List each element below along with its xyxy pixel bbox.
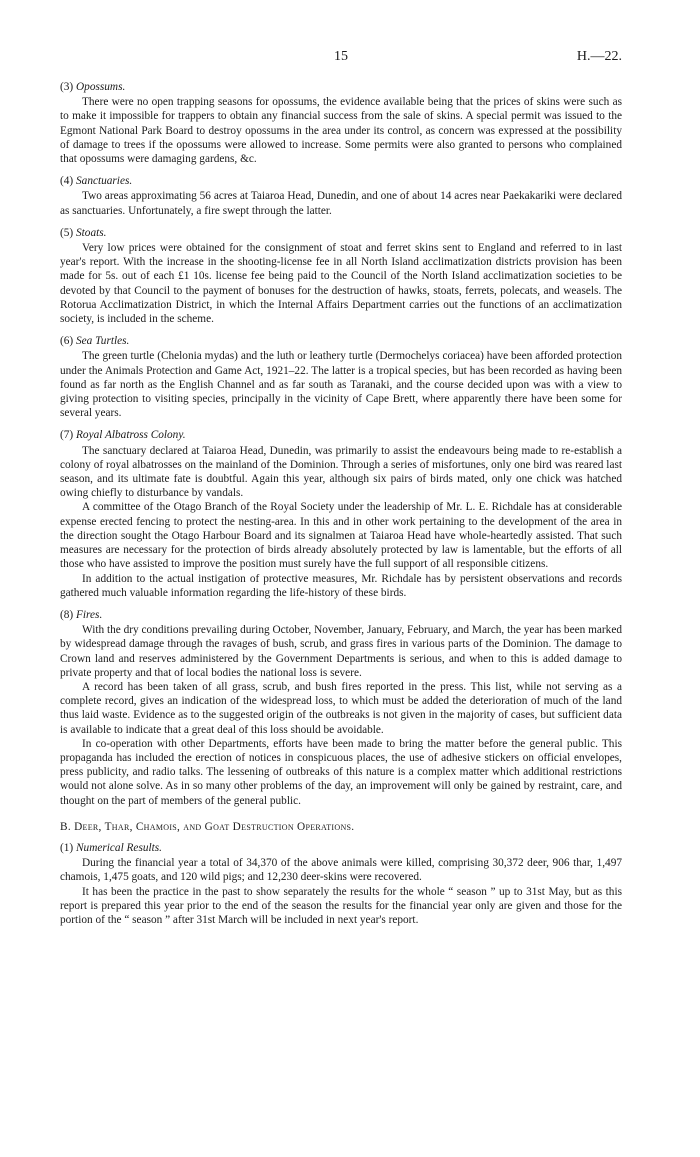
section-heading: (4) Sanctuaries. (60, 175, 133, 188)
paragraph: During the financial year a total of 34,370 of the above animals were killed, comprising 30,372 deer, 906 thar, 1,497 chamois, 1,475 goats, and 120 wild pigs; and 12,230 deer-skins were recovered. (60, 857, 622, 884)
paragraph: In co-operation with other Departments, efforts have been made to bring the matter before the general public. This propaganda has included the erection of notices in conspicuous places, the use of adhesive stickers on official envelopes, press publicity, and radio talks. The lessening of outbreaks of this nature is a complex matter which additional restrictions would not alone solve. As in so many other problems of the day, an improvement will only be gained by restraint, care, and thought on the part of members of the general public. (60, 737, 622, 807)
section-heading: (8) Fires. (60, 608, 103, 621)
paragraph: It has been the practice in the past to show separately the results for the whole “ season ” up to 31st May, but as this report is prepared this year prior to the end of the season the results for the financial year only are given and those for the portion of the “ season ” after 31st March will be included in next year's report. (60, 885, 622, 926)
section-stoats (60, 226, 622, 326)
section-opossums (60, 80, 622, 166)
page-number: 15 (334, 49, 348, 64)
section-sea-turtles (60, 334, 622, 420)
page-header (60, 50, 622, 72)
document-code: H.—22. (576, 49, 622, 64)
paragraph: With the dry conditions prevailing during October, November, January, February, and March, the year has been marked by widespread damage through the ravages of bush, scrub, and grass fires in various parts of the Dominion. The damage to Crown land and reserves administered by the Government Departments is serious, and when to this is added damage to private property and that of local bodies the national loss is severe. (60, 624, 622, 679)
paragraph: The green turtle (Chelonia mydas) and the luth or leathery turtle (Dermochelys coriacea) have been afforded protection under the Animals Protection and Game Act, 1921–22. The latter is a tropical species, but has been recorded as having been found as far north as the English Channel and as far south as Taranaki, and the course decided upon was with a view to giving protection to visiting species, principally in the vicinity of Cape Brett, where apparently there have been some for several years. (60, 350, 622, 420)
section-heading: (6) Sea Turtles. (60, 335, 130, 348)
section-fires (60, 608, 622, 808)
paragraph: The sanctuary declared at Taiaroa Head, Dunedin, was primarily to assist the endeavours being made to re-establish a colony of royal albatrosses on the mainland of the Dominion. Through a series of misfortunes, only one bird was reared last season, and its ultimate fate is doubtful. Again this year, although six pairs of birds mated, only one chick was hatched owing chiefly to disturbance by vandals. (60, 444, 622, 500)
section-heading: (3) Opossums. (60, 81, 126, 93)
paragraph: Two areas approximating 56 acres at Taiaroa Head, Dunedin, and one of about 14 acres near Paekakariki were declared as sanctuaries. Unfortunately, a fire swept through the latter. (60, 190, 622, 217)
paragraph: In addition to the actual instigation of protective measures, Mr. Richdale has by persistent observations and records gathered much valuable information regarding the life-history of these birds. (60, 572, 622, 599)
section-deer-destruction (60, 820, 622, 927)
paragraph: There were no open trapping seasons for opossums, the evidence available being that the prices of skins were such as to make it impossible for trappers to obtain any financial success from the sale of skins. A special permit was issued to the Egmont National Park Board to destroy opossums in the area under its control, as concern was expressed at the possibility of damage to trees if the opossums were allowed to increase. Some permits were also granted to persons who complained that opossums were damaging gardens, &c. (60, 96, 622, 166)
section-royal-albatross (60, 428, 622, 599)
paragraph: Very low prices were obtained for the consignment of stoat and ferret skins sent to England and referred to in last year's report. With the increase in the shooting-license fee in all North Island acclimatization districts provision has been made for 5s. out of each £1 10s. license fee being paid to the Council of the North Island acclimatization societies to be devoted by that Council to the payment of bonuses for the destruction of hawks, stoats, ferrets, polecats, and weasels. The Rotorua Acclimatization District, in which the Internal Affairs Department carries out the functions of an acclimatization society, is included in the scheme. (60, 242, 622, 326)
section-heading: (7) Royal Albatross Colony. (60, 429, 186, 442)
section-sanctuaries (60, 174, 622, 218)
section-heading: (1) Numerical Results. (60, 841, 162, 854)
section-heading: (5) Stoats. (60, 226, 107, 239)
part-heading: B. Deer, Thar, Chamois, and Goat Destruction Operations. (60, 820, 355, 833)
paragraph: A record has been taken of all grass, scrub, and bush fires reported in the press. This list, while not serving as a complete record, gives an indication of the widespread loss, to which must be added the deterioration of much of the land thus laid waste. Evidence as to the suggested origin of the outbreaks is not given in the majority of cases, but sufficient data is available to indicate that a great deal of this loss should be avoidable. (60, 680, 622, 736)
paragraph: A committee of the Otago Branch of the Royal Society under the leadership of Mr. L. E. Richdale has at considerable expense erected fencing to protect the nesting-area. In this and in other work pertaining to the development of the area in the direction sought the Otago Harbour Board and its signalmen at Taiaroa Head have whole-heartedly assisted. That such measures are necessary for the protection of birds already absolutely protected by law is lamentable, but the efforts of all those who have assisted to improve the position must surely have the full support of all responsible citizens. (60, 501, 622, 571)
